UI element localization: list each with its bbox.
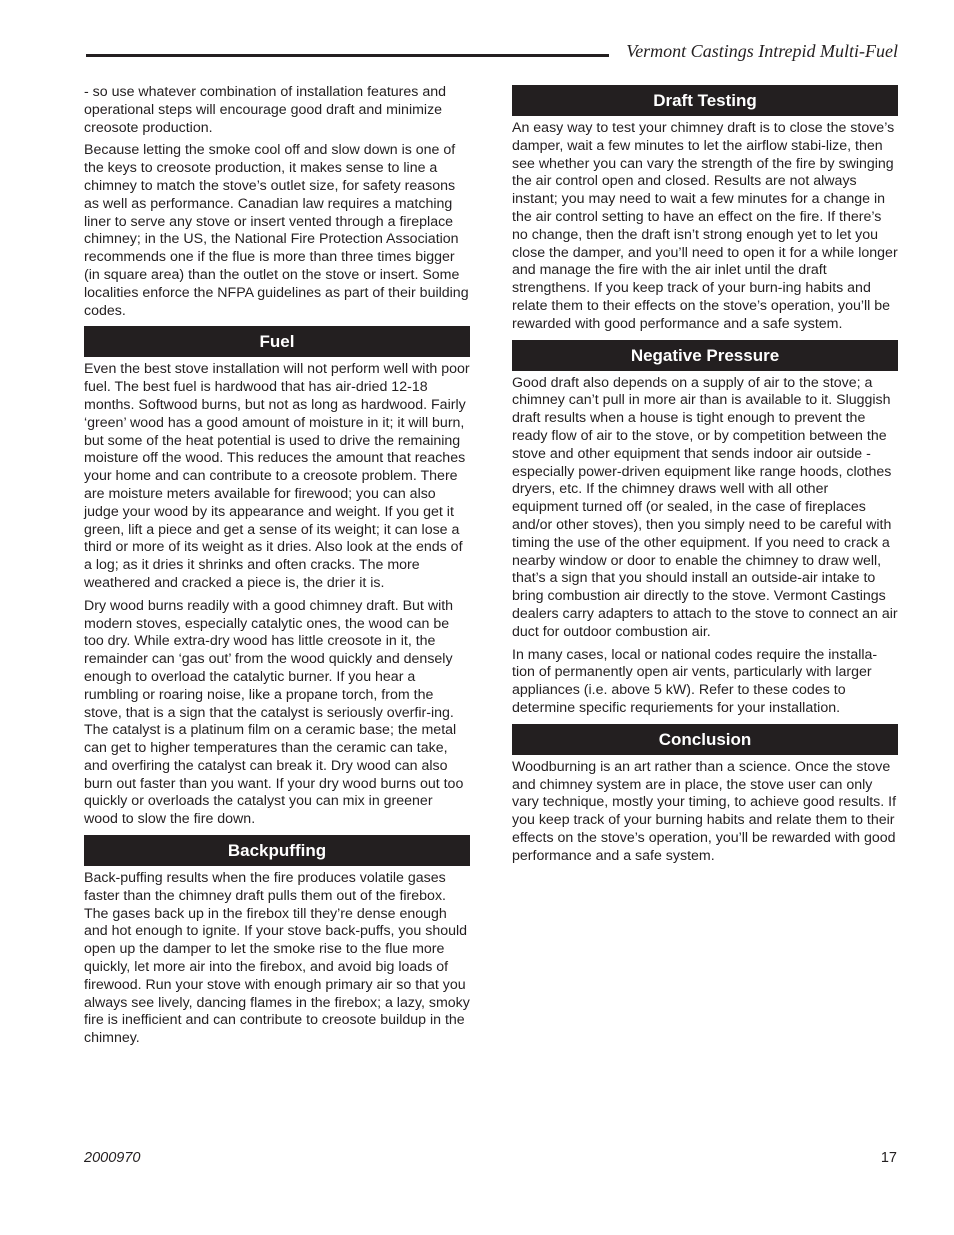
backpuffing-paragraph: Back-puffing results when the fire produces volatile gases faster than the chimney draft pulls them out of the firebox. The gases back up in the firebox till they’re dense enough and hot enough to ignite. If your stove back-puffs, you should open up the damper to let the smoke rise to the flue more quickly, let more air into the firebox, and avoid big loads of firewood. Run your stove with enough primary air so that you always see lively, dancing flames in the firebox; a lazy, smoky fire is inefficient and can contribute to creosote buildup in the chimney. [84, 870, 470, 1047]
conclusion-paragraph: Woodburning is an art rather than a science. Once the stove and chimney system are in place, the stove user can only vary technique, mostly your timing, to achieve good results. If you keep track of your burning habits and relate them to their effects on the stove’s operation, you’ll be rewarded with good performance and a safe system. [512, 758, 897, 864]
running-header-title: Vermont Castings Intrepid Multi-Fuel [626, 41, 898, 61]
left-column [84, 84, 470, 1053]
draft-testing-paragraph: An easy way to test your chimney draft is to close the stove’s damper, wait a few minutes to let the airflow stabi-lize, then see whether you can vary the strength of the fire by swinging the air control open and closed. Results are not always instant; you may need to wait a few minutes for a change in the air control setting to have an effect on the fire. If there’s no change, then the draft isn’t strong enough yet to let you close the damper, and you’ll need to open it for a while longer and manage the fire with the air inlet until the draft strengthens. If you keep track of your burn-ing habits and relate them to their effects on the stove’s operation, you’ll be rewarded with good performance and a safe system. [512, 120, 898, 332]
right-column [512, 84, 898, 870]
section-heading-conclusion: Conclusion [512, 724, 898, 755]
negative-pressure-paragraph: In many cases, local or national codes require the installa-tion of permanently open air vents, particularly with larger appliances (i.e. above 5 kW). Refer to these codes to determine specific requriements for your installation. [512, 646, 878, 716]
intro-paragraph: Because letting the smoke cool off and slow down is one of the keys to creosote production, it makes sense to line a chimney to match the stove’s outlet size, for safety reasons as well as performance. Canadian law requires a matching liner to serve any stove or insert vented through a fireplace chimney; in the US, the National Fire Protection Association recommends one if the flue is more than three times bigger (in square area) than the outlet on the stove or insert. Some localities enforce the NFPA guidelines as part of their building codes. [84, 142, 469, 319]
negative-pressure-paragraph: Good draft also depends on a supply of air to the stove; a chimney can’t pull in more air than is available to it. Sluggish draft results when a house is tight enough to prevent the ready flow of air to the stove, or by competition between the stove and other equipment that sends indoor air outside - especially power-driven equipment like range hoods, clothes dryers, etc. If the chimney draws well with all other equipment turned off (or sealed, in the case of fireplaces and/or other stoves), then you simply need to be careful with timing the use of the other equipment. If you need to crack a nearby window or door to enable the chimney to draw well, that’s a sign that you should install an outside-air intake to bring combustion air directly to the stove. Vermont Castings dealers carry adapters to attach to the stove to connect an air duct for outdoor combustion air. [512, 374, 898, 640]
section-heading-draft-testing: Draft Testing [512, 85, 898, 116]
section-heading-backpuffing: Backpuffing [84, 835, 470, 866]
fuel-paragraph: Even the best stove installation will not perform well with poor fuel. The best fuel is hardwood that has air-dried 12-18 months. Softwood burns, but not as long as hardwood. Fairly ‘green’ wood has a good amount of moisture in it; it will burn, but some of the heat potential is used to drive the remaining moisture off the wood. This reduces the amount that reaches your home and can contribute to a creosote problem. There are moisture meters available for firewood; you can also judge your wood by its appearance and weight. If you get it green, lift a piece and get a sense of its weight; it can lose a third or more of its weight as it dries. Also look at the ends of a log; as it dries it shrinks and often cracks. The more weathered and cracked a piece is, the drier it is. [84, 361, 470, 591]
section-heading-fuel: Fuel [84, 326, 470, 357]
header-rule [86, 54, 609, 57]
page-number: 17 [880, 1150, 897, 1166]
document-number: 2000970 [84, 1150, 141, 1166]
intro-paragraph: - so use whatever combination of installation features and operational steps will encourage good draft and minimize creosote production. [84, 84, 446, 136]
fuel-paragraph: Dry wood burns readily with a good chimney draft. But with modern stoves, especially catalytic ones, the wood can be too dry. While extra-dry wood has little creosote in it, the remainder can ‘gas out’ from the wood quickly and densely enough to overload the catalytic burner. If you hear a rumbling or roaring noise, like a propane torch, from the stove, that is a sign that the catalyst is seriously overfir-ing. The catalyst is a platinum film on a ceramic base; the metal can get to higher temperatures than the ceramic can take, and overfiring the catalyst can break it. Dry wood can also burn out faster than you want. If your dry wood burns out too quickly or overloads the catalyst you can mix in greener wood to slow the fire down. [84, 597, 464, 828]
section-heading-negative-pressure: Negative Pressure [512, 340, 898, 371]
